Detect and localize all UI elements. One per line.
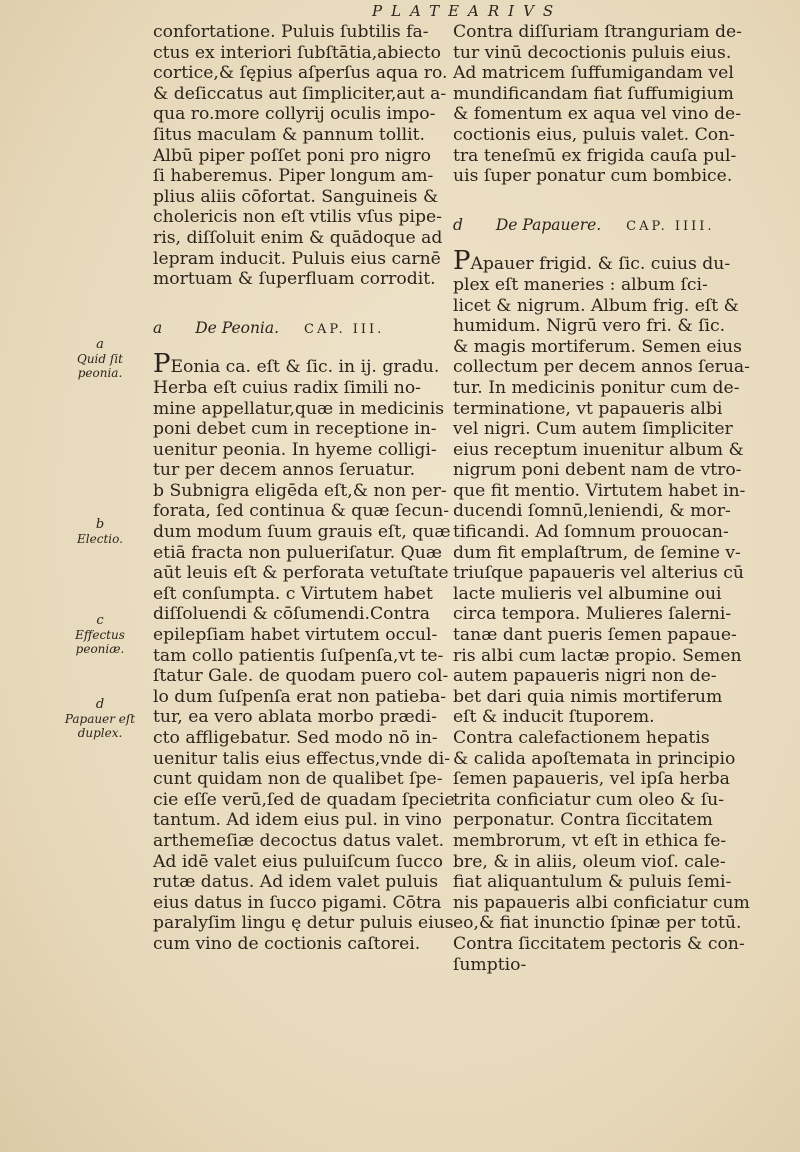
text-line: licet & nigrum. Album frig. eſt &	[453, 295, 739, 316]
text-line: Contra diſſuriam ſtranguriam de-	[453, 22, 742, 42]
text-line: dum fit emplaſtrum, de ſemine v-	[453, 542, 741, 563]
text-line: confortatione. Puluis ſubtilis fa-	[153, 22, 429, 42]
text-line: eo,& fiat inunctio ſpinæ per totū.	[453, 913, 742, 934]
text-line: ris, diſſoluit enim & quādoque ad	[153, 227, 443, 248]
margin-note-text: Effectus peoniæ.	[75, 628, 125, 656]
text-line: forata, ſed continua & quæ ſecun-	[153, 501, 450, 522]
text-line: Herba eſt cuius radix ſimili no-	[153, 377, 421, 398]
text-line: triuſque papaueris vel alterius cū	[453, 563, 744, 584]
margin-note-letter: d	[95, 697, 105, 712]
text-line: membrorum, vt eſt in ethica fe-	[453, 830, 727, 851]
text-line: nis papaueris albi conficiatur cum	[453, 892, 750, 913]
heading-title: De Peonia.	[195, 318, 280, 337]
text-line: lo dum ſuſpenſa erat non patieba-	[153, 686, 447, 707]
text-line: cie eſſe verū,ſed de quadam ſpecie	[153, 789, 455, 810]
text-line: nigrum poni debent nam de vtro-	[453, 460, 742, 481]
text-line: & fomentum ex aqua vel vino de-	[453, 104, 742, 125]
text-line: mundificandam fiat ſuffumigium	[453, 83, 734, 104]
text-line: collectum per decem annos ſerua-	[453, 357, 750, 378]
right-column-body-text	[453, 246, 771, 975]
text-line: epilepſiam habet virtutem occul-	[153, 625, 438, 646]
text-line: Ad idē valet eius puluiſcum ſucco	[153, 851, 444, 872]
text-line: Albū piper poſſet poni pro nigro	[153, 145, 431, 166]
text-line: que fit mentio. Virtutem habet in-	[453, 480, 746, 501]
left-column-top-text	[153, 22, 448, 290]
margin-note-letter: a	[96, 337, 104, 352]
text-line: mortuam & ſuperfluam corrodit.	[153, 269, 436, 290]
text-line: & deſiccatus aut ſimpliciter,aut a-	[153, 83, 447, 104]
text-line: paralyſim lingu ę detur puluis eius	[153, 913, 454, 934]
text-line: aūt leuis eſt & perforata vetuſtate	[153, 563, 449, 584]
text-line: fiat aliquantulum & puluis ſemi-	[453, 872, 732, 893]
margin-note-text: Electio.	[77, 532, 123, 546]
text-line: b Subnigra eligēda eſt,& non per-	[153, 480, 447, 501]
text-line: PApauer frigid. & ſic. cuius du-	[453, 246, 731, 277]
text-line: ris albi cum lactæ propio. Semen	[453, 645, 742, 666]
text-line: ducendi ſomnū,leniendi, & mor-	[453, 501, 731, 522]
text-line: qua ro.more collyrij oculis impo-	[153, 104, 436, 125]
text-line: Contra calefactionem hepatis	[453, 728, 710, 748]
heading-title: De Papauere.	[495, 215, 602, 234]
text-line: plius aliis cōfortat. Sanguineis &	[153, 186, 439, 207]
margin-note-text: Papauer eſt duplex.	[64, 712, 136, 740]
text-line: tur. In medicinis ponitur cum de-	[453, 377, 740, 398]
right-column-top-text	[453, 22, 771, 187]
text-line: Ad matricem ſuffumigandam vel	[453, 63, 734, 84]
text-line: tur, ea vero ablata morbo prædi-	[153, 707, 437, 728]
text-line: Contra ſiccitatem pectoris & con-	[453, 933, 745, 954]
text-line: vel nigri. Cum autem ſimpliciter	[453, 419, 733, 440]
text-line: & calida apoſtemata in principio	[453, 748, 736, 769]
text-line: mine appellatur,quæ in medicinis	[153, 398, 445, 419]
text-line: coctionis eius, puluis valet. Con-	[453, 124, 735, 145]
margin-note-text: Quid ſit peonia.	[76, 352, 123, 380]
text-line: eius receptum inuenitur album &	[453, 439, 744, 460]
text-line: arthemeſiæ decoctus datus valet.	[153, 830, 445, 851]
left-column	[153, 22, 455, 955]
margin-note-letter: c	[96, 613, 104, 628]
text-line: uenitur peonia. In hyeme colligi-	[153, 439, 437, 460]
text-line: cholericis non eſt vtilis vſus pipe-	[153, 207, 442, 228]
text-line: ſtatur Gale. de quodam puero col-	[153, 666, 449, 687]
text-line: tur per decem annos ſeruatur.	[153, 460, 416, 481]
text-line: bet dari quia nimis mortiferum	[453, 686, 723, 707]
text-line: dum modum ſuum grauis eſt, quæ	[153, 522, 451, 543]
text-line: ſemen papaueris, vel ipſa herba	[453, 769, 730, 790]
section-heading-peonia	[153, 318, 439, 341]
text-line: ſitus maculam & pannum tollit.	[153, 124, 425, 145]
right-column	[453, 22, 771, 975]
text-line: plex eſt maneries : album ſci-	[453, 274, 708, 295]
text-line: diſſoluendi & cōſumendi.Contra	[153, 604, 430, 625]
text-line: etiā fracta non pulueriſatur. Quæ	[153, 542, 442, 563]
margin-note-c	[60, 614, 140, 656]
margin-note-d	[60, 698, 140, 740]
section-heading-papauer	[453, 215, 771, 238]
text-line: tur vinū decoctionis puluis eius.	[453, 42, 732, 63]
heading-chapter: CAP. IIII.	[626, 218, 715, 234]
text-line: cto affligebatur. Sed modo nō in-	[153, 728, 438, 748]
text-line: cortice,& ſępius aſperſus aqua ro.	[153, 63, 448, 84]
text-line: PEonia ca. eſt & ſic. in ij. gradu.	[153, 349, 440, 380]
text-line: tra teneſmū ex frigida cauſa pul-	[453, 145, 737, 166]
text-line: eſt & inducit ſtuporem.	[453, 707, 655, 728]
running-head: PLATEARIVS	[372, 2, 563, 20]
text-line: tanæ dant pueris ſemen papaue-	[453, 625, 737, 646]
text-line: autem papaueris nigri non de-	[453, 666, 717, 687]
text-line: & magis mortiferum. Semen eius	[453, 336, 742, 357]
text-line: uis ſuper ponatur cum bombice.	[453, 166, 733, 187]
text-line: terminatione, vt papaueris albi	[453, 398, 723, 419]
heading-chapter: CAP. III.	[304, 321, 385, 337]
text-line: tificandi. Ad ſomnum prouocan-	[453, 522, 729, 543]
text-line: ſi haberemus. Piper longum am-	[153, 166, 434, 187]
text-line: tam collo patientis ſuſpenſa,vt te-	[153, 645, 444, 666]
text-line: cum vino de coctionis caſtorei.	[153, 933, 421, 954]
text-line: circa tempora. Mulieres ſalerni-	[453, 604, 732, 625]
margin-note-b	[60, 518, 140, 546]
text-line: lepram inducit. Puluis eius carnē	[153, 248, 441, 269]
text-line: trita conficiatur cum oleo & ſu-	[453, 789, 725, 810]
text-line: perponatur. Contra ſiccitatem	[453, 810, 713, 831]
margin-note-letter: b	[95, 517, 105, 532]
text-line: eius datus in ſucco pigami. Cōtra	[153, 892, 442, 913]
text-line: poni debet cum in receptione in-	[153, 419, 437, 440]
text-line: eſt conſumpta. c Virtutem habet	[153, 583, 433, 604]
margin-note-a	[60, 338, 140, 380]
text-line: ſumptio-	[453, 954, 527, 975]
heading-letter: a	[153, 318, 163, 337]
text-line: rutæ datus. Ad idem valet puluis	[153, 872, 439, 893]
text-line: humidum. Nigrū vero fri. & ſic.	[453, 316, 726, 337]
text-line: uenitur talis eius effectus,vnde di-	[153, 748, 451, 769]
left-column-body-text	[153, 349, 455, 954]
heading-letter: d	[453, 215, 463, 234]
text-line: ctus ex interiori ſubſtātia,abiecto	[153, 42, 441, 63]
text-line: bre, & in aliis, oleum vioſ. cale-	[453, 851, 726, 872]
text-line: cunt quidam non de qualibet ſpe-	[153, 769, 443, 790]
text-line: tantum. Ad idem eius pul. in vino	[153, 810, 442, 831]
text-line: lacte mulieris vel albumine oui	[453, 583, 722, 604]
